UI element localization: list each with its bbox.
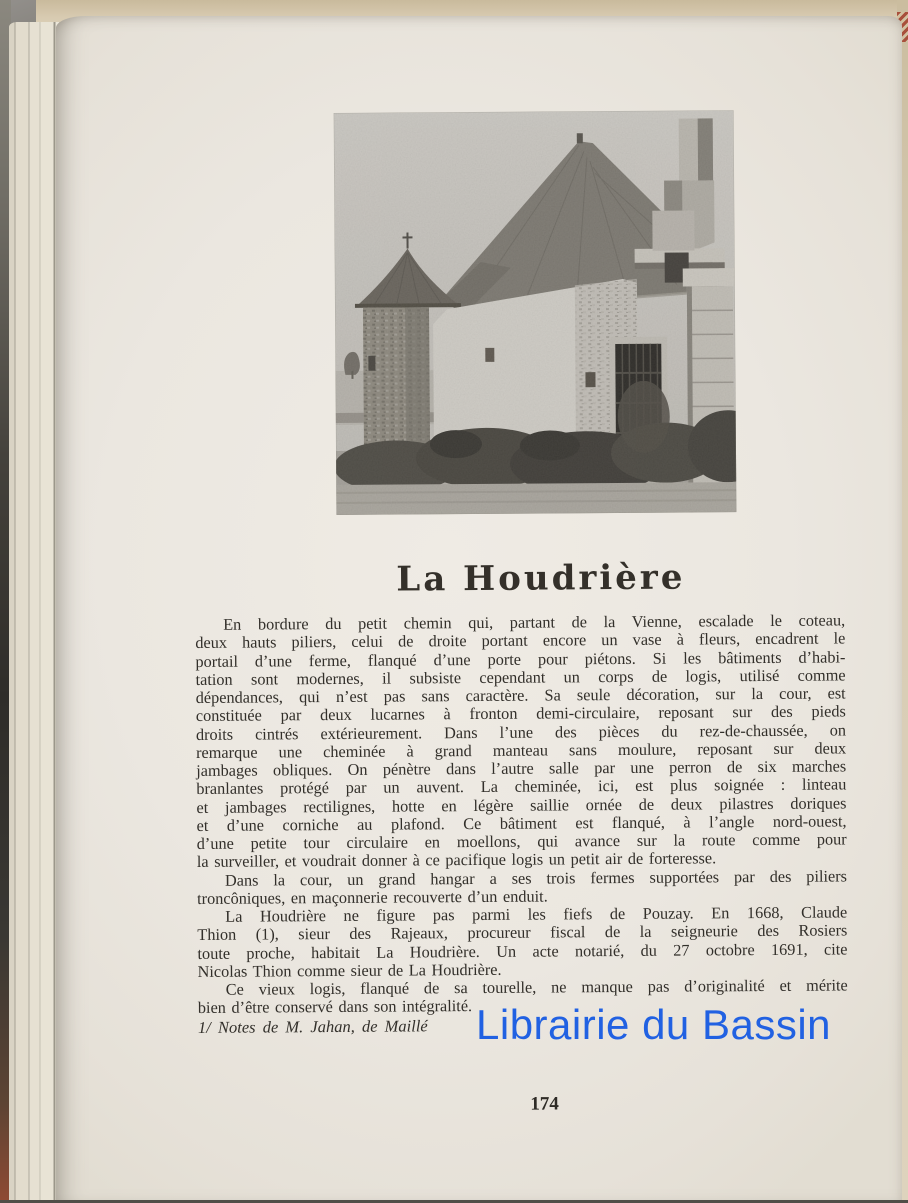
body-text-line: portail d’une ferme, flanqué d’une porte pour piétons. Si les bâtiments d’habi- xyxy=(195,648,845,671)
body-text-line: branlantes protégé par un auvent. La cheminée, ici, est plus soignée : linteau xyxy=(196,776,846,799)
body-text-line: dépendances, qui n’est pas sans caractère. Sa seule décoration, sur la cour, est xyxy=(196,684,846,707)
body-text-line: constituée par deux lucarnes à fronton demi-circulaire, reposant sur des pieds xyxy=(196,703,846,726)
book-page xyxy=(56,16,902,1200)
body-text-line: En bordure du petit chemin qui, partant de la Vienne, escalade le coteau, xyxy=(195,611,845,634)
body-text-line: Nicolas Thion comme sieur de La Houdrière. xyxy=(198,958,848,981)
body-text-line: troncôniques, en maçonnerie recouverte d’un enduit. xyxy=(197,885,847,908)
body-text-line: Dans la cour, un grand hangar a ses trois fermes supportées par des piliers xyxy=(197,867,847,890)
page-title: La Houdrière xyxy=(216,553,866,604)
body-text-line: tation sont modernes, il subsiste cependant un corps de logis, utilisé comme xyxy=(196,666,846,689)
body-text-line: toute proche, habitait La Houdrière. Un acte notarié, du 27 octobre 1691, cite xyxy=(197,940,847,963)
la-houdriere-farmhouse-photo xyxy=(334,110,737,515)
body-text-line: droits cintrés extérieurement. Dans l’une des pièces du rez-de-chaussée, on xyxy=(196,721,846,744)
footnote: 1/ Notes de M. Jahan, de Maillé xyxy=(198,1014,758,1038)
body-text xyxy=(195,611,848,1017)
body-text-line: bien d’être conservé dans son intégralité. xyxy=(198,995,848,1018)
body-text-line: Thion (1), sieur des Rajeaux, procureur fiscal de la seigneurie des Rosiers xyxy=(197,922,847,945)
body-text-line: remarque une cheminée à grand manteau sans moulure, reposant sur deux xyxy=(196,739,846,762)
page-number: 174 xyxy=(219,1091,869,1118)
body-text-line: la surveiller, et voudrait donner à ce pacifique logis un petit air de forteresse. xyxy=(197,849,847,872)
stacked-page-edges xyxy=(9,22,59,1200)
body-text-line: jambages obliques. On pénètre dans l’autre salle par une perron de six marches xyxy=(196,757,846,780)
body-text-line: La Houdrière ne figure pas parmi les fiefs de Pouzay. En 1668, Claude xyxy=(197,903,847,926)
body-text-line: deux hauts piliers, celui de droite portant encore un vase à fleurs, encadrent le xyxy=(195,630,845,653)
librairie-watermark: Librairie du Bassin xyxy=(476,1001,831,1049)
body-text-line: et d’une corniche au plafond. Ce bâtiment est flanqué, à l’angle nord-ouest, xyxy=(197,812,847,835)
body-text-line: d’une petite tour circulaire en moellons, qui avance sur la route comme pour xyxy=(197,830,847,853)
body-text-line: Ce vieux logis, flanqué de sa tourelle, ne manque pas d’originalité et mérite xyxy=(198,976,848,999)
body-text-line: et jambages rectilignes, hotte en légère saillie ornée de deux pilastres doriques xyxy=(196,794,846,817)
